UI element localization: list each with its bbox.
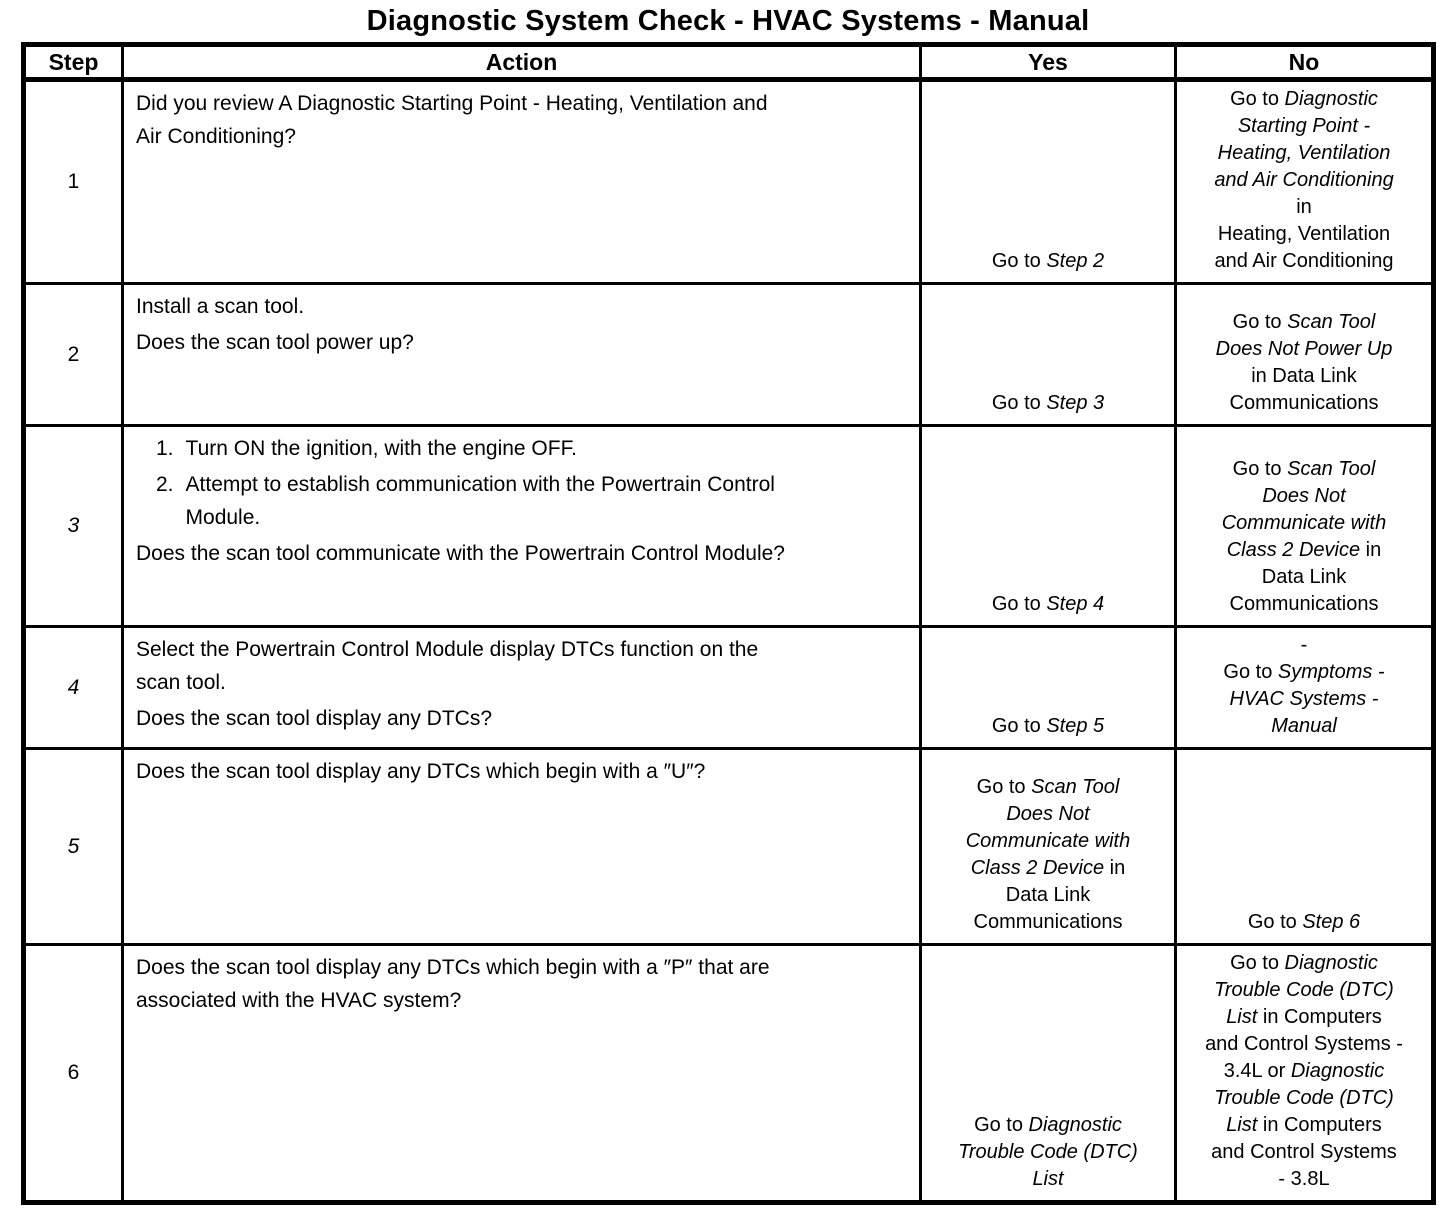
table-row [24, 749, 1434, 945]
step-cell: 4 [24, 627, 123, 749]
column-header-step: Step [24, 45, 123, 80]
column-header-no: No [1176, 45, 1434, 80]
yes-cell: Go to Scan Tool Does Not Communicate with Class 2 Device in Data Link Communications [921, 749, 1176, 945]
page-title: Diagnostic System Check - HVAC Systems - Manual [366, 5, 1090, 37]
action-paragraph [136, 468, 909, 534]
step-cell: 3 [24, 426, 123, 627]
action-text: Turn ON the ignition, with the engine OFF. [185, 437, 577, 460]
action-paragraph: Select the Powertrain Control Module display DTCs function on the scan tool. [136, 638, 759, 694]
action-cell [123, 945, 921, 1203]
action-paragraph: Does the scan tool power up? [136, 331, 414, 354]
action-cell [123, 627, 921, 749]
yes-cell: Go to Step 2 [921, 80, 1176, 284]
list-number: 1. [156, 437, 174, 460]
step-cell: 2 [24, 284, 123, 426]
table-row [24, 80, 1434, 284]
action-cell [123, 80, 921, 284]
action-paragraph: Does the scan tool display any DTCs which begin with a ″U″? [136, 760, 706, 783]
action-text: Attempt to establish communication with the Powertrain Control Module. [185, 473, 775, 529]
yes-cell: Go to Diagnostic Trouble Code (DTC) List [921, 945, 1176, 1203]
header-row [24, 45, 1434, 80]
yes-cell: Go to Step 4 [921, 426, 1176, 627]
action-cell [123, 284, 921, 426]
yes-cell: Go to Step 5 [921, 627, 1176, 749]
action-paragraph: Does the scan tool communicate with the Powertrain Control Module? [136, 542, 785, 565]
step-cell: 6 [24, 945, 123, 1203]
action-cell [123, 426, 921, 627]
table-body [24, 80, 1434, 1203]
action-cell [123, 749, 921, 945]
action-paragraph: Did you review A Diagnostic Starting Point - Heating, Ventilation and Air Conditioning? [136, 92, 768, 148]
table-row [24, 426, 1434, 627]
table-row [24, 627, 1434, 749]
table-row [24, 945, 1434, 1203]
no-cell: - Go to Symptoms - HVAC Systems - Manual [1176, 627, 1434, 749]
list-number: 2. [156, 473, 174, 496]
no-cell: Go to Scan Tool Does Not Communicate with Class 2 Device in Data Link Communications [1176, 426, 1434, 627]
step-cell: 5 [24, 749, 123, 945]
step-cell: 1 [24, 80, 123, 284]
column-header-yes: Yes [921, 45, 1176, 80]
no-cell: Go to Diagnostic Trouble Code (DTC) List in Computers and Control Systems - 3.4L or Diagnostic Trouble Code (DTC) List in Computers and Control Systems - 3.8L [1176, 945, 1434, 1203]
action-paragraph: Does the scan tool display any DTCs which begin with a ″P″ that are associated with the HVAC system? [136, 956, 770, 1012]
action-paragraph: Install a scan tool. [136, 295, 305, 318]
column-header-action: Action [123, 45, 921, 80]
no-cell: Go to Diagnostic Starting Point - Heating, Ventilation and Air Conditioning in Heating, Ventilation and Air Conditioning [1176, 80, 1434, 284]
table-row [24, 284, 1434, 426]
diagnostic-table [21, 42, 1436, 1205]
action-paragraph [136, 432, 909, 465]
no-cell: Go to Step 6 [1176, 749, 1434, 945]
yes-cell: Go to Step 3 [921, 284, 1176, 426]
no-cell: Go to Scan Tool Does Not Power Up in Data Link Communications [1176, 284, 1434, 426]
action-paragraph: Does the scan tool display any DTCs? [136, 707, 493, 730]
